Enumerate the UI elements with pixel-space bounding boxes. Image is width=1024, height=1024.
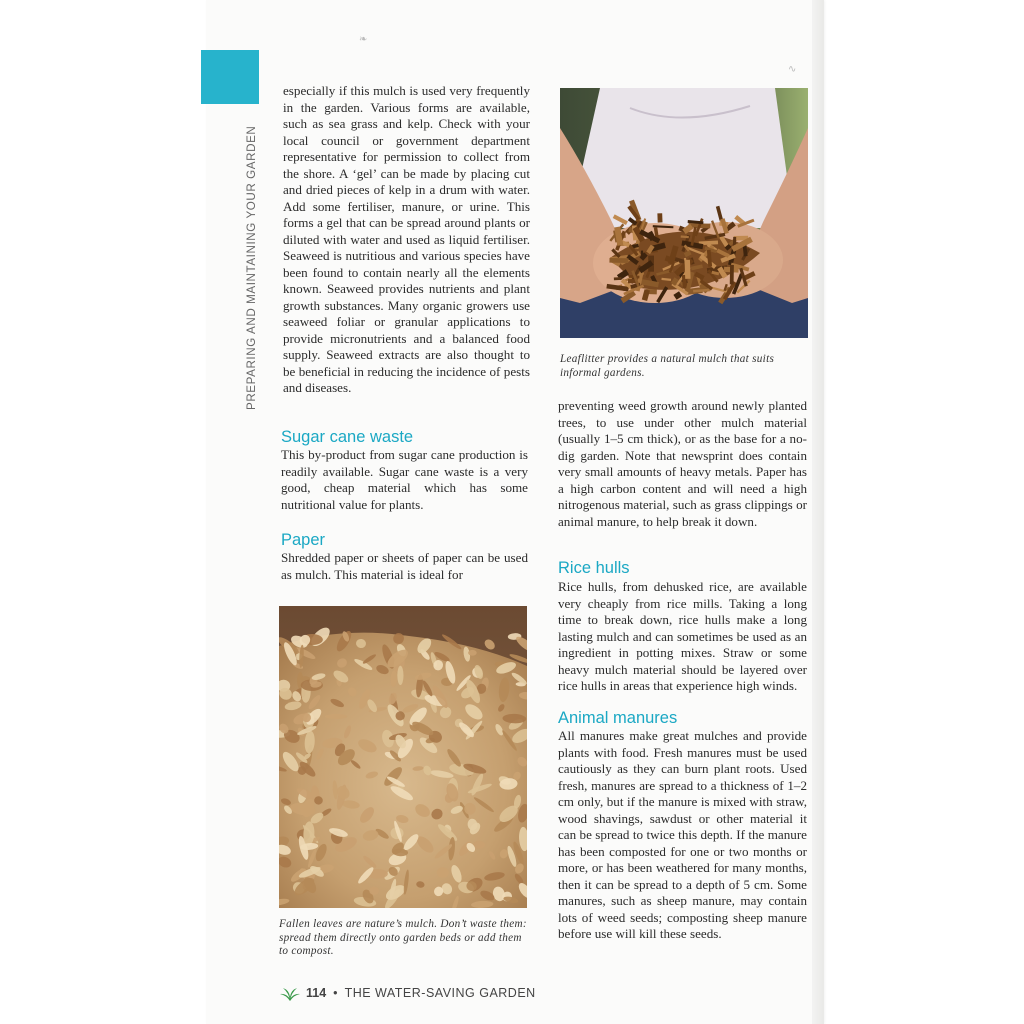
- mulch-texture: [685, 260, 691, 279]
- heading-rice-hulls: Rice hulls: [558, 559, 630, 577]
- page-footer: [280, 984, 536, 1002]
- heading-sugar-cane-waste: Sugar cane waste: [281, 428, 414, 446]
- mulch-texture: [730, 265, 734, 285]
- leaflitter-caption: Leaflitter provides a natural mulch that suits informal gardens.: [560, 353, 775, 379]
- book-title: THE WATER-SAVING GARDEN: [344, 986, 536, 1000]
- animal-manures-paragraph: All manures make great mulches and provide plants with food. Fresh manures must be used cautiously as they can burn plant roots. Used fresh, manures are spread to a thickness of 1–2 cm only, but if the manure is mixed with straw, wood shavings, sawdust or other material it can be spread to twice this depth. If the manure has been composted for one or two months or more, or has been weathered for many months, then it can be spread to a depth of 5 cm. Some manures, such as sheep manure, may contain lots of weed seeds; composting sheep manure before use will kill these seeds.: [558, 728, 807, 941]
- page-edge-shadow: [812, 0, 824, 1024]
- paper-continued-paragraph: preventing weed growth around newly planted trees, to use under other mulch material (usually 1–5 cm thick), or as the base for a no-dig garden. Note that newsprint does contain very small amounts of heavy metals. Paper has a high carbon content and will need a high nitrogenous material, such as grass clippings or animal manure, to help break it down.: [558, 398, 807, 529]
- page-number: 114: [306, 986, 327, 1000]
- leaf-texture: [369, 887, 379, 895]
- chapter-side-title: PREPARING AND MAINTAINING YOUR GARDEN: [245, 125, 258, 410]
- heading-animal-manures: Animal manures: [558, 709, 678, 727]
- mulch-texture: [628, 279, 636, 283]
- leaf-icon: [280, 985, 300, 1001]
- leaf-texture: [397, 666, 403, 685]
- mulch-texture: [609, 258, 628, 263]
- leaflitter-hands-photo: [560, 88, 808, 338]
- chapter-tab: [201, 50, 259, 104]
- fallen-leaves-caption: Fallen leaves are nature’s mulch. Don’t waste them: spread them directly onto garden beds or add them to compost.: [279, 918, 527, 957]
- heading-paper: Paper: [281, 531, 326, 549]
- mulch-texture: [657, 213, 662, 222]
- pencil-mark-icon: ∿: [788, 64, 797, 75]
- mulch-texture: [614, 277, 622, 280]
- sugar-cane-paragraph: This by-product from sugar cane production is readily available. Sugar cane waste is a very good, cheap material which has some nutritional value for plants.: [281, 447, 528, 512]
- rice-hulls-paragraph: Rice hulls, from dehusked rice, are available very cheaply from rice mills. Taking a long time to break down, rice hulls make a long lasting mulch and can sometimes be used as an ingredient in potting mixes. Straw or some heavy mulch material should be layered over rice hulls in areas that experience high winds.: [558, 579, 807, 693]
- leaf-texture: [325, 714, 347, 719]
- footer-separator: •: [333, 986, 338, 1000]
- page-mark-icon: ❧: [359, 34, 368, 45]
- fallen-leaves-photo: [279, 606, 527, 908]
- leaf-texture: [468, 650, 477, 656]
- paper-paragraph: Shredded paper or sheets of paper can be used as mulch. This material is ideal for: [281, 550, 528, 582]
- seaweed-paragraph: especially if this mulch is used very frequently in the garden. Various forms are available, such as sea grass and kelp. Check with your local council or government department representative for permission to collect from the shore. A ‘gel’ can be made by placing cut and dried pieces of kelp in a drum with water. Add some fertiliser, manure, or urine. This forms a gel that can be spread around plants or diluted with water and used as liquid fertiliser. Seaweed is nutritious and various species have been found to contain nearly all the elements known. Seaweed provides nutrients and plant growth substances. Many organic growers use seaweed foliar or granular applications to provide micronutrients and a balanced food supply. Seaweed extracts are also thought to be beneficial in reducing the incidence of pests and diseases.: [283, 83, 530, 395]
